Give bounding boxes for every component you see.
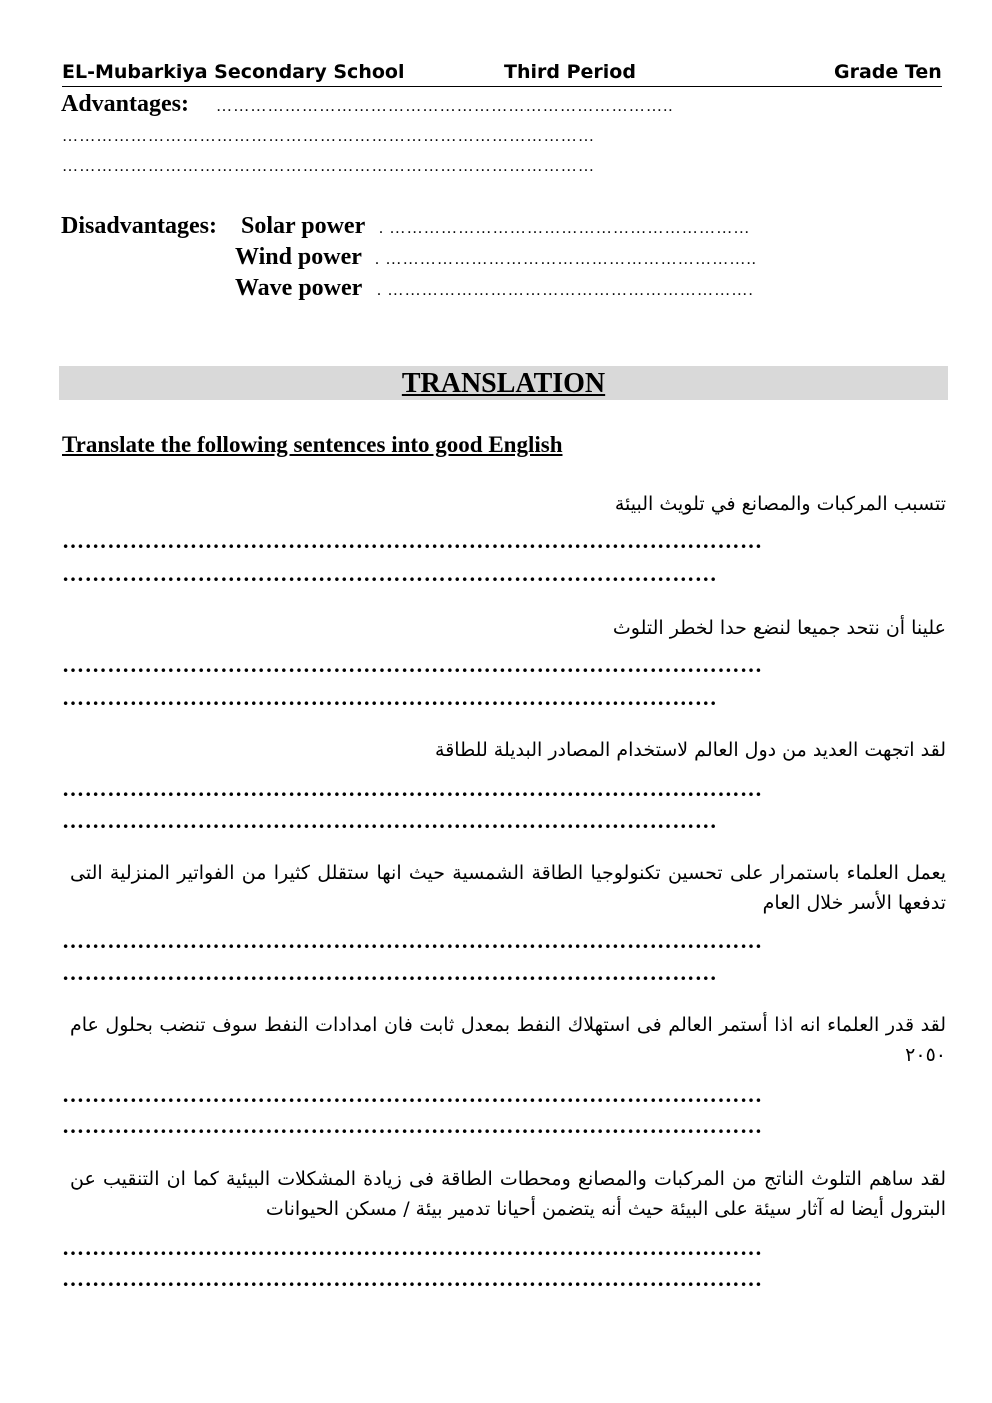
- wind-power-answer[interactable]: . ………………………………………………………..: [375, 251, 757, 268]
- answer-line-4b[interactable]: ……………………………………………………………………………: [62, 960, 718, 985]
- advantages-answer-line-2[interactable]: …………………………………………………………………………………: [62, 128, 596, 145]
- school-name: EL-Mubarkiya Secondary School: [62, 61, 405, 83]
- answer-line-2a[interactable]: …………………………………………………………………………………: [62, 652, 763, 677]
- arabic-sentence-1: تتسبب المركبات والمصانع في تلويث البيئة: [614, 493, 946, 515]
- answer-line-5a[interactable]: …………………………………………………………………………………: [62, 1082, 763, 1107]
- solar-power-answer[interactable]: . ………………………………………………………: [379, 220, 751, 237]
- wind-power-label: Wind power: [235, 244, 362, 270]
- advantages-answer-line-1[interactable]: ……………………………………………………………………..: [216, 98, 674, 115]
- arabic-sentence-2: علينا أن نتحد جميعا لنضع حدا لخطر التلوث: [612, 617, 946, 639]
- arabic-sentence-4: يعمل العلماء باستمرار على تحسين تكنولوجيا الطاقة الشمسية حيث انها ستقلل كثيرا من الفواتير المنزلية التى تدفعها الأسر خلال العام: [70, 862, 946, 914]
- header-rule: [62, 86, 942, 87]
- translation-title: TRANSLATION: [401, 368, 606, 399]
- solar-power-label: Solar power: [241, 213, 366, 239]
- arabic-sentence-3: لقد اتجهت العديد من دول العالم لاستخدام المصادر البديلة للطاقة: [435, 739, 946, 761]
- answer-line-1a[interactable]: …………………………………………………………………………………: [62, 528, 763, 553]
- grade-label: Grade Ten: [834, 61, 942, 83]
- advantages-label: Advantages:: [61, 91, 190, 117]
- answer-line-2b[interactable]: ……………………………………………………………………………: [62, 685, 718, 710]
- wave-power-label: Wave power: [235, 275, 363, 301]
- translation-instruction: Translate the following sentences into good English: [62, 432, 563, 457]
- advantages-answer-line-3[interactable]: …………………………………………………………………………………: [62, 158, 596, 175]
- answer-line-5b[interactable]: …………………………………………………………………………………: [62, 1113, 763, 1138]
- answer-line-4a[interactable]: …………………………………………………………………………………: [62, 928, 763, 953]
- arabic-sentence-6: لقد ساهم التلوث الناتج من المركبات والمصانع ومحطات الطاقة فى زيادة المشكلات البيئية كما ان التنقيب عن البترول أيضا له آثار سيئة على البيئة حيث أنه يتضمن أحيانا تدمير بيئة / مسكن الحيوانات: [70, 1168, 946, 1220]
- answer-line-1b[interactable]: ……………………………………………………………………………: [62, 561, 718, 586]
- period-label: Third Period: [504, 61, 636, 83]
- arabic-sentence-5: لقد قدر العلماء انه اذا أستمر العالم فى استهلاك النفط بمعدل ثابت فان امدادات النفط سوف تنضب بحلول عام ٢٠٥٠: [70, 1014, 946, 1066]
- answer-line-3b[interactable]: ……………………………………………………………………………: [62, 808, 718, 833]
- disadvantages-label: Disadvantages:: [61, 213, 218, 239]
- answer-line-6a[interactable]: …………………………………………………………………………………: [62, 1235, 763, 1260]
- wave-power-answer[interactable]: . ……………………………………………………….: [377, 282, 754, 299]
- answer-line-6b[interactable]: …………………………………………………………………………………: [62, 1266, 763, 1291]
- answer-line-3a[interactable]: …………………………………………………………………………………: [62, 776, 763, 801]
